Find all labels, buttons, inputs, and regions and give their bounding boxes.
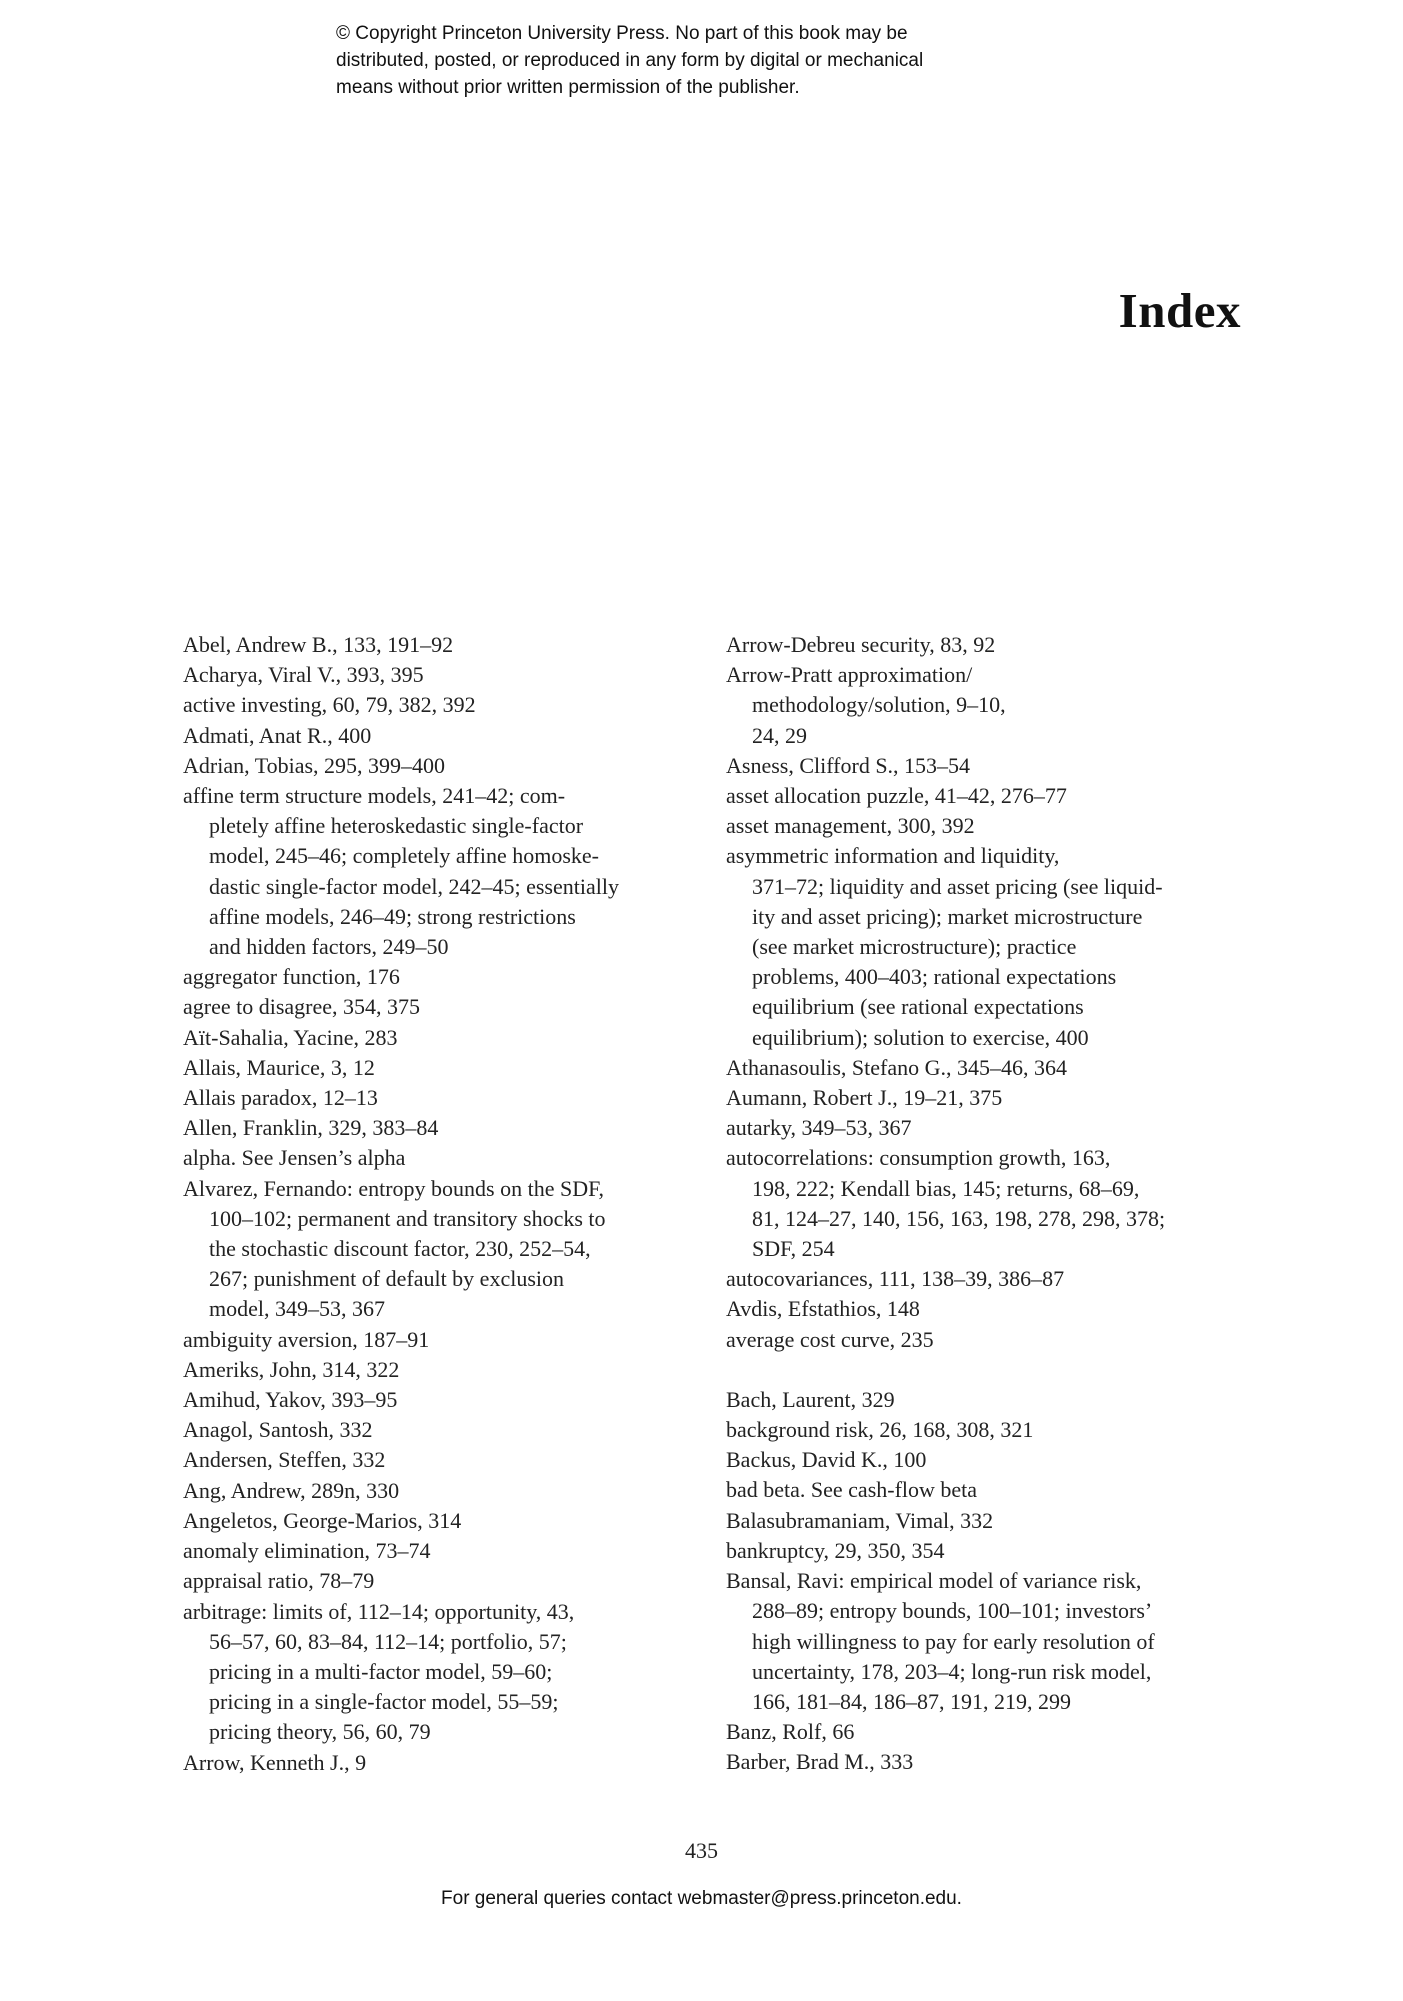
index-entry — [726, 811, 1246, 841]
index-entry-line: methodology/solution, 9–10, — [752, 692, 1006, 718]
index-entry-line: Arrow-Debreu security, 83, 92 — [726, 632, 996, 657]
index-entry — [726, 660, 1246, 751]
index-entry-line: Alvarez, Fernando: entropy bounds on the SDF, — [183, 1175, 605, 1201]
copyright-line: distributed, posted, or reproduced in any form by digital or mechanical — [336, 50, 924, 71]
index-entry-line: SDF, 254 — [752, 1236, 835, 1262]
index-column-left — [183, 630, 703, 1778]
index-entry — [183, 1174, 703, 1325]
index-entry-line: anomaly elimination, 73–74 — [183, 1538, 431, 1564]
index-entry — [726, 1566, 1246, 1717]
index-entry — [726, 1143, 1246, 1264]
index-entry-line: active investing, 60, 79, 382, 392 — [183, 692, 476, 718]
index-entry-line: asset management, 300, 392 — [726, 813, 975, 839]
index-entry-line: Angeletos, George-Marios, 314 — [183, 1507, 462, 1533]
index-entry — [183, 1023, 703, 1053]
index-entry-line: model, 245–46; completely affine homoske- — [209, 843, 600, 869]
index-entry-line: aggregator function, 176 — [183, 964, 400, 990]
index-entry — [183, 1566, 703, 1596]
index-entry-line: 100–102; permanent and transitory shocks to — [209, 1205, 606, 1231]
index-entry-line: Allen, Franklin, 329, 383–84 — [183, 1115, 439, 1141]
index-entry — [183, 1476, 703, 1506]
index-entry-line: pricing in a single-factor model, 55–59; — [209, 1689, 559, 1715]
copyright-notice — [336, 20, 923, 101]
index-entry-line: high willingness to pay for early resolution of — [752, 1628, 1155, 1654]
index-entry — [726, 1415, 1246, 1445]
index-entry-line: bankruptcy, 29, 350, 354 — [726, 1537, 945, 1563]
index-entry-line: affine term structure models, 241–42; com- — [183, 783, 566, 809]
index-entry — [183, 1597, 703, 1748]
index-entry — [183, 721, 703, 751]
index-entry — [183, 781, 703, 962]
index-entry-line: Ameriks, John, 314, 322 — [183, 1356, 400, 1382]
index-entry-line: ambiguity aversion, 187–91 — [183, 1326, 430, 1352]
index-entry-line: equilibrium); solution to exercise, 400 — [752, 1024, 1089, 1050]
index-entry-line: affine models, 246–49; strong restrictions — [209, 903, 576, 929]
index-entry-line: Acharya, Viral V., 393, 395 — [183, 662, 424, 688]
index-entry — [726, 751, 1246, 781]
index-entry — [726, 1506, 1246, 1536]
index-entry-line: problems, 400–403; rational expectations — [752, 964, 1117, 990]
index-entry-line: Arrow-Pratt approximation/ — [726, 662, 973, 688]
index-entry-line: 56–57, 60, 83–84, 112–14; portfolio, 57; — [209, 1628, 567, 1654]
index-entry-line: appraisal ratio, 78–79 — [183, 1568, 375, 1594]
index-entry-line: average cost curve, 235 — [726, 1326, 934, 1352]
copyright-line: © Copyright Princeton University Press. No part of this book may be — [336, 23, 908, 44]
index-entry-line: Amihud, Yakov, 393–95 — [183, 1387, 398, 1413]
index-entry — [183, 1083, 703, 1113]
index-entry-line: and hidden factors, 249–50 — [209, 934, 449, 960]
index-entry-line: the stochastic discount factor, 230, 252–54, — [209, 1236, 591, 1262]
index-entry — [726, 1083, 1246, 1113]
index-entry — [726, 1325, 1246, 1355]
index-entry-line: Abel, Andrew B., 133, 191–92 — [183, 632, 454, 657]
index-entry-line: pletely affine heteroskedastic single-factor — [209, 813, 584, 839]
index-entry — [183, 1445, 703, 1475]
index-entry-line: Arrow, Kenneth J., 9 — [183, 1749, 367, 1775]
page-number: 435 — [685, 1838, 718, 1863]
index-entry-line: arbitrage: limits of, 112–14; opportunity, 43, — [183, 1598, 575, 1624]
index-entry-line: 267; punishment of default by exclusion — [209, 1266, 564, 1292]
index-entry-line: asset allocation puzzle, 41–42, 276–77 — [726, 783, 1067, 809]
index-entry — [183, 660, 703, 690]
index-entry-line: background risk, 26, 168, 308, 321 — [726, 1417, 1034, 1443]
index-entry-line: 24, 29 — [752, 722, 807, 748]
index-entry-line: Bach, Laurent, 329 — [726, 1386, 895, 1412]
index-entry-line: 166, 181–84, 186–87, 191, 219, 299 — [752, 1688, 1071, 1714]
index-entry-line: dastic single-factor model, 242–45; essentially — [209, 873, 619, 899]
index-entry-line: Ang, Andrew, 289n, 330 — [183, 1477, 400, 1503]
index-entry-line: Banz, Rolf, 66 — [726, 1719, 855, 1745]
index-entry-line: pricing in a multi-factor model, 59–60; — [209, 1658, 553, 1684]
index-entry — [183, 1748, 703, 1778]
index-entry-line: Aumann, Robert J., 19–21, 375 — [726, 1085, 1003, 1111]
index-entry-line: 288–89; entropy bounds, 100–101; investors’ — [752, 1598, 1153, 1624]
index-entry-line: uncertainty, 178, 203–4; long-run risk model, — [752, 1658, 1152, 1684]
index-entry-line: Backus, David K., 100 — [726, 1447, 927, 1473]
index-entry-line: autarky, 349–53, 367 — [726, 1115, 912, 1141]
index-entry — [726, 1536, 1246, 1566]
index-entry-line: Admati, Anat R., 400 — [183, 722, 372, 748]
index-entry — [183, 1536, 703, 1566]
index-entry — [726, 1053, 1246, 1083]
index-entry — [183, 630, 703, 660]
index-entry-line: alpha. See Jensen’s alpha — [183, 1145, 406, 1171]
index-entry-line: Allais, Maurice, 3, 12 — [183, 1054, 375, 1080]
letter-group-gap — [726, 1355, 1246, 1385]
index-entry-line: Barber, Brad M., 333 — [726, 1749, 914, 1775]
index-entry — [183, 1325, 703, 1355]
footer-contact: For general queries contact webmaster@press.princeton.edu. — [441, 1888, 962, 1909]
index-entry-line: Asness, Clifford S., 153–54 — [726, 752, 971, 778]
index-entry — [183, 1506, 703, 1536]
index-entry — [183, 751, 703, 781]
index-column-right — [726, 630, 1246, 1778]
index-entry-line: ity and asset pricing); market microstructure — [752, 903, 1143, 929]
index-entry — [183, 962, 703, 992]
index-entry-line: model, 349–53, 367 — [209, 1296, 385, 1322]
index-entry — [183, 1143, 703, 1173]
index-entry — [183, 1053, 703, 1083]
index-entry-line: Balasubramaniam, Vimal, 332 — [726, 1507, 994, 1533]
index-entry — [726, 841, 1246, 1052]
index-entry — [726, 1113, 1246, 1143]
index-entry — [726, 630, 1246, 660]
index-entry-line: Bansal, Ravi: empirical model of variance risk, — [726, 1568, 1142, 1594]
index-entry-line: 198, 222; Kendall bias, 145; returns, 68–69, — [752, 1175, 1140, 1201]
index-entry-line: equilibrium (see rational expectations — [752, 994, 1084, 1020]
index-entry — [726, 1475, 1246, 1505]
index-entry-line: Adrian, Tobias, 295, 399–400 — [183, 752, 446, 778]
index-entry-line: 371–72; liquidity and asset pricing (see liquid- — [752, 873, 1163, 899]
index-entry-line: asymmetric information and liquidity, — [726, 843, 1060, 869]
index-entry — [183, 992, 703, 1022]
index-entry-line: Andersen, Steffen, 332 — [183, 1447, 386, 1473]
index-entry — [183, 1113, 703, 1143]
index-entry-line: Allais paradox, 12–13 — [183, 1085, 378, 1111]
index-entry — [183, 690, 703, 720]
index-entry-line: autocovariances, 111, 138–39, 386–87 — [726, 1266, 1065, 1292]
index-entry — [726, 1445, 1246, 1475]
index-entry — [183, 1415, 703, 1445]
index-entry — [183, 1385, 703, 1415]
index-entry-line: Anagol, Santosh, 332 — [183, 1417, 373, 1443]
index-entry — [726, 1264, 1246, 1294]
index-entry-line: Athanasoulis, Stefano G., 345–46, 364 — [726, 1054, 1067, 1080]
index-entry-line: (see market microstructure); practice — [752, 934, 1077, 960]
copyright-line: means without prior written permission of the publisher. — [336, 77, 800, 98]
page-title: Index — [1118, 283, 1241, 338]
index-entry-line: bad beta. See cash-flow beta — [726, 1477, 978, 1503]
index-entry — [726, 781, 1246, 811]
index-entry — [726, 1294, 1246, 1324]
index-entry — [183, 1355, 703, 1385]
index-entry-line: autocorrelations: consumption growth, 163, — [726, 1145, 1111, 1171]
index-entry-line: Aït-Sahalia, Yacine, 283 — [183, 1024, 398, 1050]
index-entry-line: pricing theory, 56, 60, 79 — [209, 1719, 431, 1745]
index-entry-line: agree to disagree, 354, 375 — [183, 994, 421, 1020]
index-entry-line: 81, 124–27, 140, 156, 163, 198, 278, 298, 378; — [752, 1205, 1166, 1231]
index-entry — [726, 1717, 1246, 1747]
index-entry-line: Avdis, Efstathios, 148 — [726, 1296, 920, 1322]
index-entry — [726, 1385, 1246, 1415]
index-entry — [726, 1747, 1246, 1777]
